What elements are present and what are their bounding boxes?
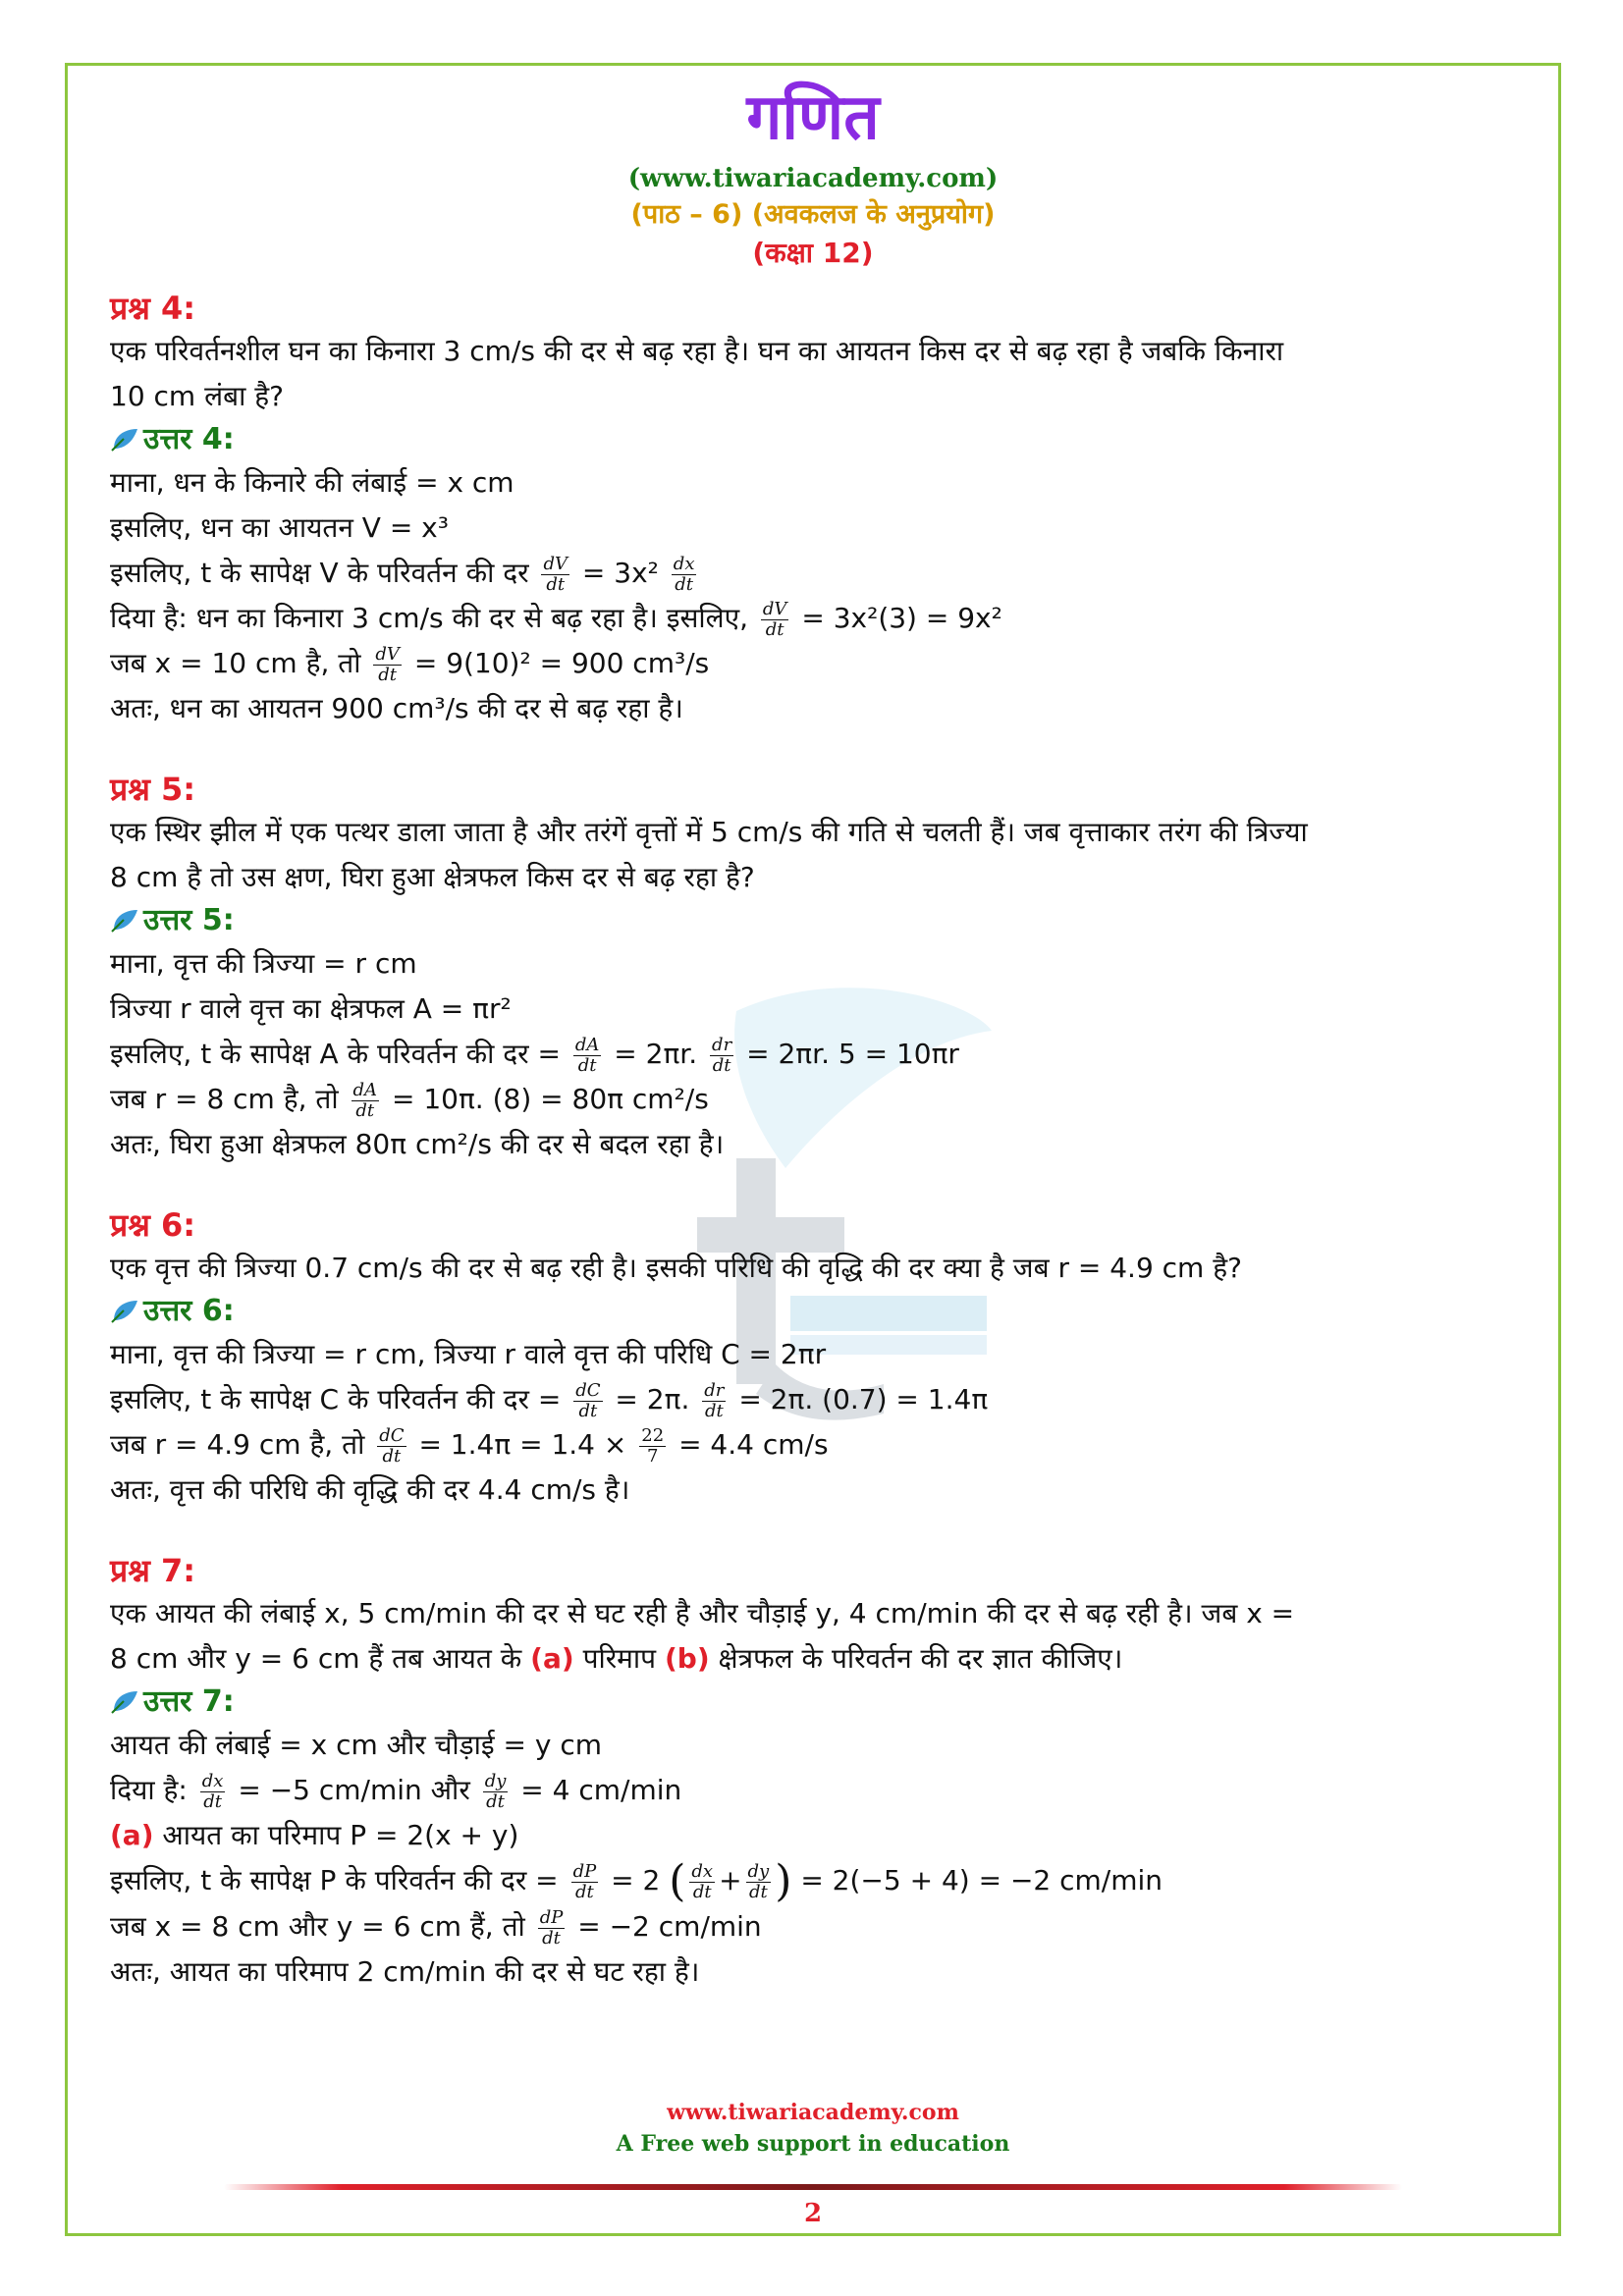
fraction-dx-dt (689, 1862, 715, 1902)
denominator: dt (575, 1881, 594, 1902)
solution-text: = 4 cm/min (520, 1774, 682, 1806)
answer-label (110, 900, 1524, 941)
footer-divider (224, 2184, 1402, 2190)
conclusion-line: अतः, आयत का परिमाप 2 cm/min की दर से घट रहा है। (110, 1955, 700, 1988)
solution-text: = 9(10)² = 900 cm³/s (413, 647, 710, 679)
left-paren: ( (669, 1856, 686, 1906)
solution-line (110, 1858, 1524, 1904)
right-paren: ) (775, 1856, 792, 1906)
fraction-dr-dt (702, 1381, 726, 1421)
denominator: dt (486, 1790, 505, 1812)
solution-text: जब x = 10 cm है, तो (110, 647, 361, 679)
chapter-heading: (पाठ – 6) (अवकलज के अनुप्रयोग) (630, 199, 996, 230)
denominator: dt (203, 1790, 222, 1812)
footer-site-link[interactable]: www.tiwariacademy.com (667, 2100, 959, 2125)
leaf-logo-icon (110, 1689, 139, 1715)
solution-text: दिया है: धन का किनारा 3 cm/s की दर से बढ़ रहा है। इसलिए, (110, 602, 748, 634)
answer-label-text: उत्तर 7: (143, 1684, 235, 1719)
denominator: dt (749, 1881, 768, 1902)
solution-line: आयत की लंबाई = x cm और चौड़ाई = y cm (110, 1729, 603, 1761)
question-label: प्रश्न 7: (110, 1552, 196, 1589)
solution-text: = 2 (611, 1864, 661, 1896)
fraction-dA-dt (573, 1036, 602, 1076)
part-b-marker: (b) (664, 1642, 710, 1675)
conclusion-line: अतः, वृत्त की परिधि की वृद्धि की दर 4.4 cm/s है। (110, 1473, 630, 1506)
part-a-marker: (a) (530, 1642, 574, 1675)
solution-text: = 2π. (615, 1383, 690, 1415)
page-title: गणित (746, 81, 880, 154)
numerator: dx (691, 1860, 714, 1882)
solution-line (110, 1032, 1524, 1077)
denominator: dt (578, 1400, 598, 1421)
main-content (110, 280, 1524, 2032)
question-text: 8 cm है तो उस क्षण, घिरा हुआ क्षेत्रफल किस दर से बढ़ रहा है? (110, 861, 755, 893)
fraction-dV-dt (761, 600, 789, 640)
denominator: dt (712, 1054, 731, 1076)
solution-line (110, 1768, 1524, 1813)
solution-text: आयत का परिमाप P = 2(x + y) (162, 1819, 519, 1851)
leaf-logo-icon (110, 1299, 139, 1324)
solution-line (110, 1904, 1524, 1949)
answer-label-text: उत्तर 5: (143, 903, 235, 937)
fraction-dy-dt (483, 1772, 509, 1812)
part-a-marker: (a) (110, 1819, 154, 1851)
numerator: dy (747, 1860, 770, 1882)
class-heading: (कक्षा 12) (752, 237, 874, 269)
answer-label-text: उत्तर 4: (143, 422, 235, 456)
page-header (65, 79, 1561, 273)
fraction-dC-dt (573, 1381, 602, 1421)
question-7 (110, 1550, 1524, 1995)
denominator: dt (692, 1881, 712, 1902)
solution-text: = −2 cm/min (577, 1910, 762, 1943)
denominator: dt (675, 573, 694, 595)
answer-label (110, 419, 1524, 460)
numerator: dP (539, 1906, 564, 1928)
question-label: प्रश्न 5: (110, 771, 196, 808)
answer-label (110, 1291, 1524, 1332)
footer-tagline: A Free web support in education (616, 2131, 1010, 2157)
numerator: dC (379, 1424, 405, 1446)
denominator: dt (378, 664, 398, 685)
fraction-dC-dt (377, 1426, 406, 1467)
solution-line (110, 596, 1524, 641)
numerator: dA (352, 1079, 378, 1100)
solution-text: = 1.4π = 1.4 × (418, 1428, 627, 1461)
numerator: dr (712, 1034, 732, 1055)
solution-line: त्रिज्या r वाले वृत्त का क्षेत्रफल A = πr² (110, 992, 512, 1025)
solution-line (110, 1377, 1524, 1422)
numerator: dV (762, 598, 787, 619)
page-footer (65, 2097, 1561, 2160)
question-text-part: क्षेत्रफल के परिवर्तन की दर ज्ञात कीजिए। (718, 1642, 1123, 1675)
conclusion-line: अतः, घिरा हुआ क्षेत्रफल 80π cm²/s की दर से बदल रहा है। (110, 1128, 725, 1160)
fraction-dx-dt (200, 1772, 226, 1812)
numerator: 22 (641, 1424, 665, 1446)
answer-label-text: उत्तर 6: (143, 1294, 235, 1328)
solution-text: इसलिए, t के सापेक्ष V के परिवर्तन की दर (110, 557, 529, 589)
numerator: dx (201, 1770, 224, 1791)
solution-text: = 3x² (581, 557, 659, 589)
solution-text: इसलिए, t के सापेक्ष P के परिवर्तन की दर = (110, 1864, 559, 1896)
numerator: dV (375, 643, 400, 665)
question-5 (110, 769, 1524, 1167)
denominator: 7 (646, 1445, 659, 1467)
solution-text: = −5 cm/min और (238, 1774, 470, 1806)
question-text-part: परिमाप (582, 1642, 657, 1675)
solution-line (110, 551, 1524, 596)
denominator: dt (577, 1054, 597, 1076)
leaf-logo-icon (110, 427, 139, 453)
fraction-dV-dt (373, 645, 402, 685)
solution-text: = 2πr. 5 = 10πr (746, 1038, 959, 1070)
question-text: एक वृत्त की त्रिज्या 0.7 cm/s की दर से बढ़ रही है। इसकी परिधि की वृद्धि की दर क्या है जब r = 4.9 cm है? (110, 1252, 1242, 1284)
question-4 (110, 288, 1524, 731)
question-text: एक आयत की लंबाई x, 5 cm/min की दर से घट रही है और चौड़ाई y, 4 cm/min की दर से बढ़ रही है। जब x = (110, 1597, 1295, 1629)
solution-text: = 10π. (8) = 80π cm²/s (391, 1083, 709, 1115)
numerator: dA (574, 1034, 600, 1055)
solution-text: इसलिए, t के सापेक्ष C के परिवर्तन की दर = (110, 1383, 562, 1415)
question-text-part: 8 cm और y = 6 cm हैं तब आयत के (110, 1642, 522, 1675)
denominator: dt (765, 618, 784, 640)
solution-text: = 4.4 cm/s (678, 1428, 829, 1461)
denominator: dt (542, 1927, 561, 1949)
solution-line: इसलिए, धन का आयतन V = x³ (110, 511, 449, 544)
question-text (110, 1636, 1524, 1682)
fraction-dy-dt (746, 1862, 772, 1902)
fraction-22-7 (639, 1426, 666, 1467)
numerator: dx (673, 553, 695, 574)
fraction-dr-dt (710, 1036, 733, 1076)
fraction-dP-dt (571, 1862, 599, 1902)
numerator: dP (572, 1860, 597, 1882)
page-number: 2 (803, 2199, 823, 2228)
solution-text: = 3x²(3) = 9x² (801, 602, 1002, 634)
solution-line: माना, वृत्त की त्रिज्या = r cm (110, 947, 417, 980)
fraction-dV-dt (541, 555, 569, 595)
fraction-dA-dt (352, 1081, 380, 1121)
question-text: एक स्थिर झील में एक पत्थर डाला जाता है और तरंगें वृत्तों में 5 cm/s की गति से चलती हैं। जब वृत्ताकार तरंग की त्रिज्या (110, 816, 1308, 848)
question-text: 10 cm लंबा है? (110, 380, 284, 412)
numerator: dV (543, 553, 568, 574)
solution-text: जब x = 8 cm और y = 6 cm हैं, तो (110, 1910, 525, 1943)
denominator: dt (382, 1445, 402, 1467)
denominator: dt (355, 1099, 375, 1121)
numerator: dr (704, 1379, 725, 1401)
fraction-dx-dt (672, 555, 697, 595)
solution-text: जब r = 8 cm है, तो (110, 1083, 339, 1115)
solution-line (110, 1813, 1524, 1858)
denominator: dt (546, 573, 566, 595)
site-link[interactable]: (www.tiwariacademy.com) (627, 164, 999, 193)
solution-text: दिया है: (110, 1774, 188, 1806)
numerator: dy (484, 1770, 507, 1791)
solution-line (110, 1077, 1524, 1122)
fraction-dP-dt (538, 1908, 566, 1949)
question-label: प्रश्न 6: (110, 1206, 196, 1244)
denominator: dt (704, 1400, 724, 1421)
numerator: dC (575, 1379, 601, 1401)
solution-text: इसलिए, t के सापेक्ष A के परिवर्तन की दर = (110, 1038, 561, 1070)
solution-line (110, 1422, 1524, 1468)
solution-text: जब r = 4.9 cm है, तो (110, 1428, 365, 1461)
question-6 (110, 1204, 1524, 1513)
solution-text: = 2π. (0.7) = 1.4π (738, 1383, 989, 1415)
plus-sign: + (719, 1864, 742, 1896)
question-label: प्रश्न 4: (110, 290, 196, 327)
solution-line (110, 641, 1524, 686)
conclusion-line: अतः, धन का आयतन 900 cm³/s की दर से बढ़ रहा है। (110, 692, 683, 724)
solution-text: = 2(−5 + 4) = −2 cm/min (800, 1864, 1163, 1896)
leaf-logo-icon (110, 908, 139, 934)
question-text: एक परिवर्तनशील घन का किनारा 3 cm/s की दर से बढ़ रहा है। घन का आयतन किस दर से बढ़ रहा है जबकि किनारा (110, 335, 1284, 367)
solution-text: = 2πr. (614, 1038, 698, 1070)
solution-line: माना, धन के किनारे की लंबाई = x cm (110, 466, 514, 499)
solution-line: माना, वृत्त की त्रिज्या = r cm, त्रिज्या r वाले वृत्त की परिधि C = 2πr (110, 1338, 827, 1370)
answer-label (110, 1682, 1524, 1723)
